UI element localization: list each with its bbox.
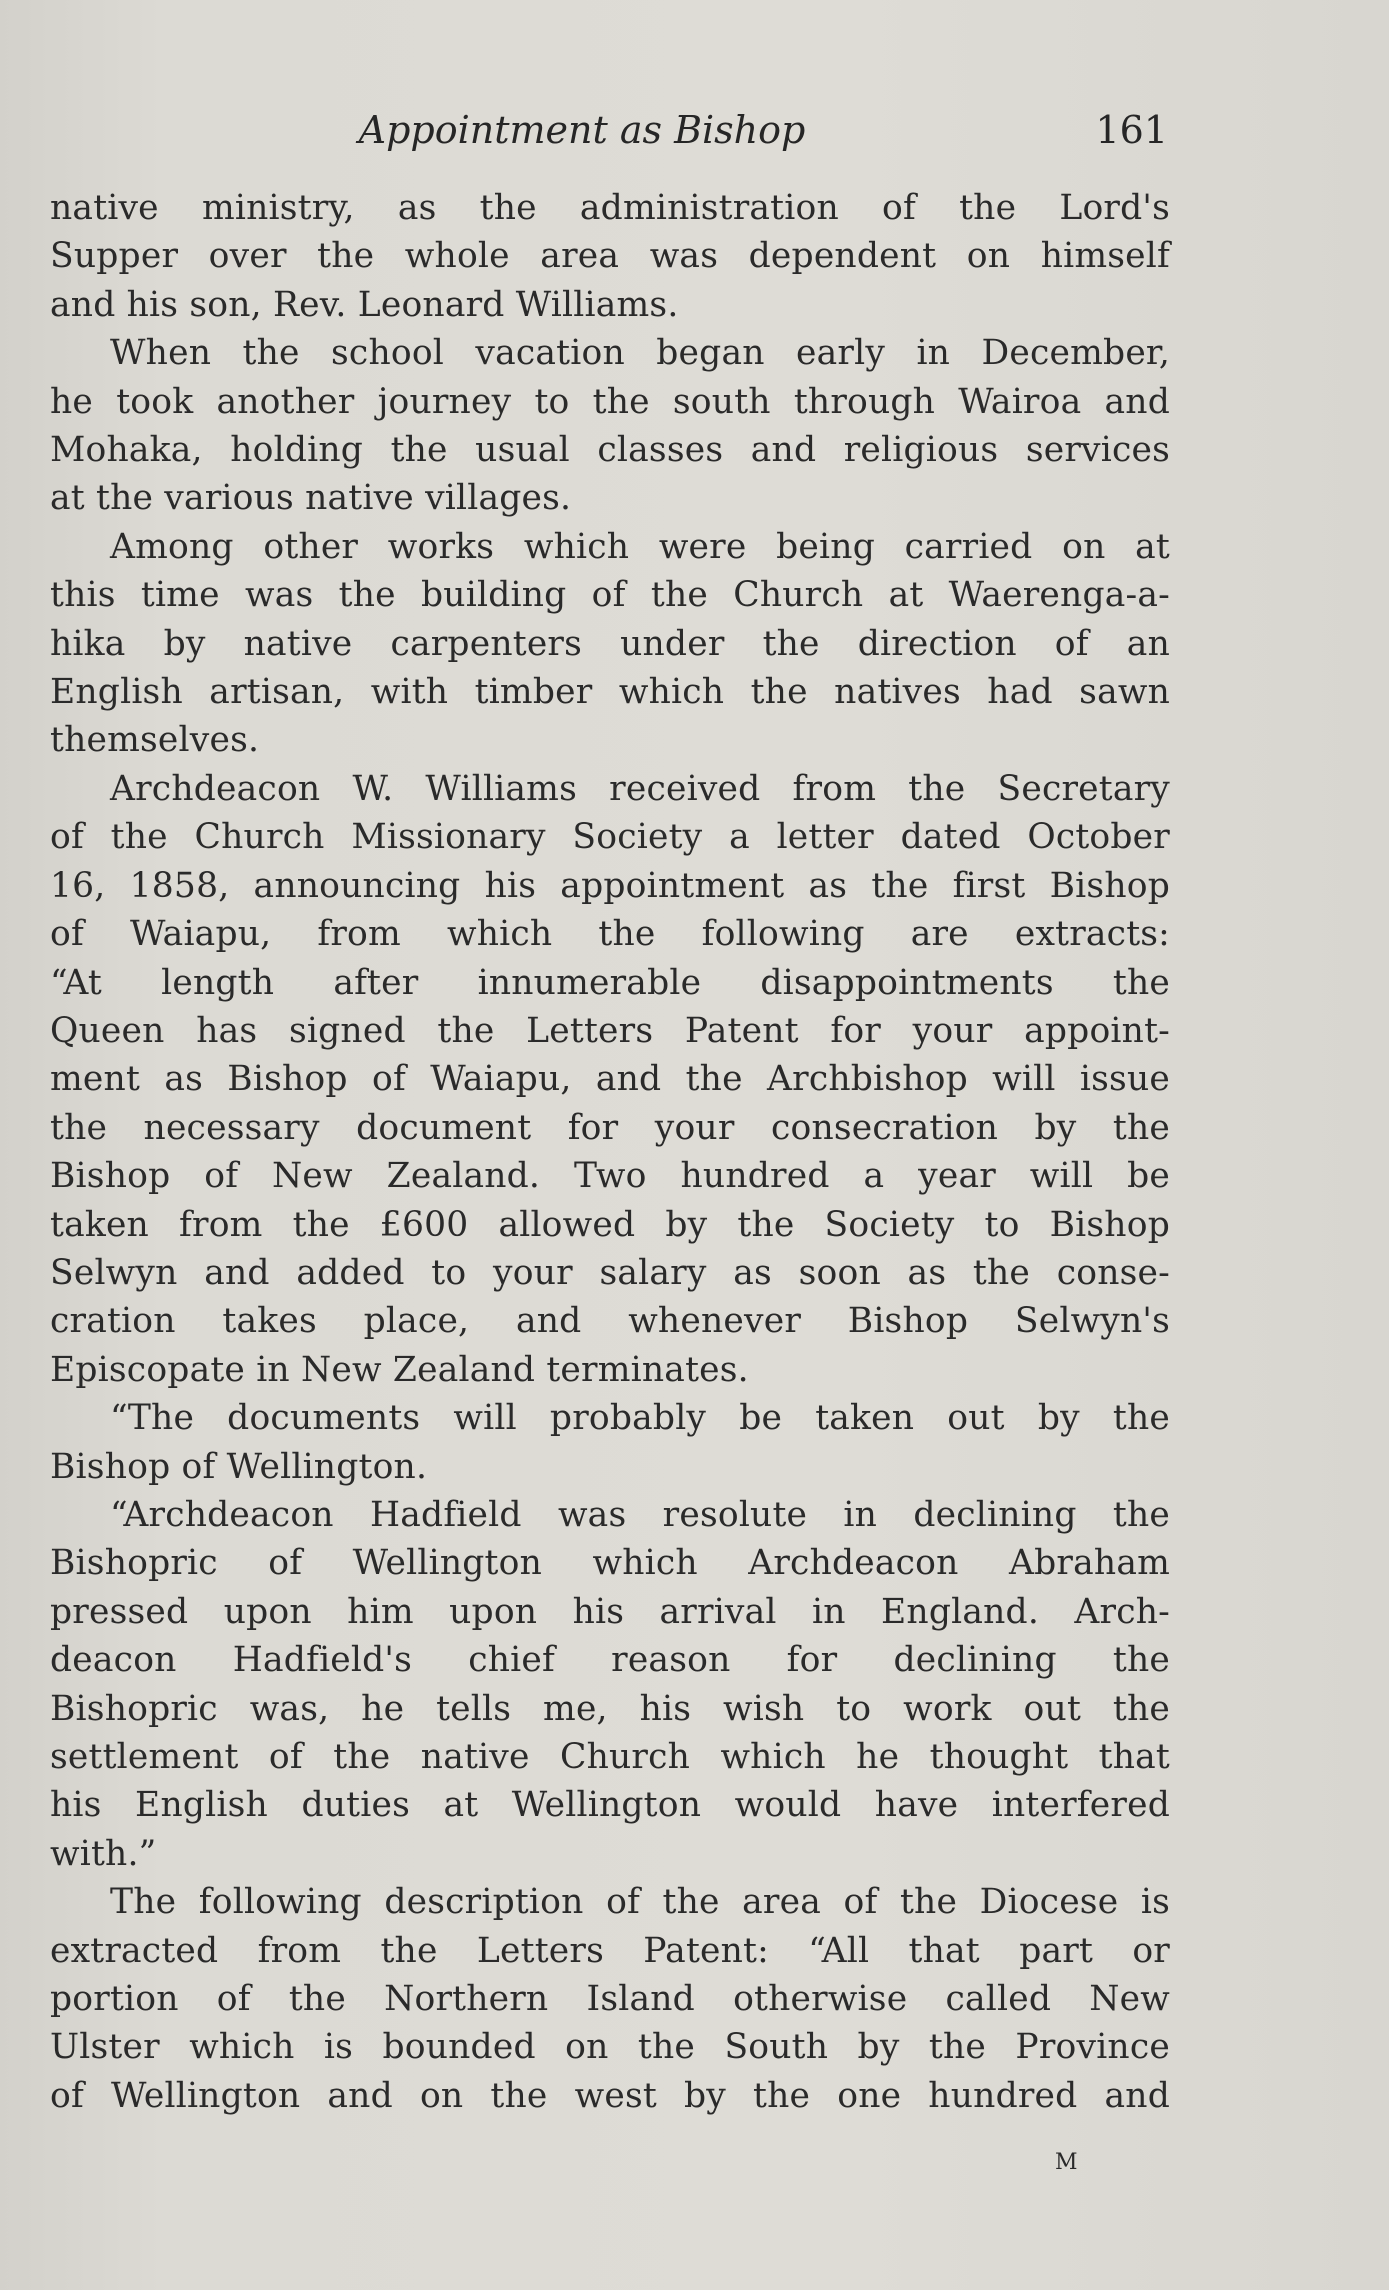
text-line: of Wellington and on the west by the one hundred and [50, 2075, 1170, 2116]
text-line: “Archdeacon Hadfield was resolute in declining the [110, 1494, 1170, 1535]
text-line: Episcopate in New Zealand terminates. [50, 1349, 749, 1390]
text-line: 16, 1858, announcing his appointment as the first Bishop [50, 865, 1170, 906]
text-line: with.” [50, 1833, 157, 1874]
text-line: The following description of the area of the Diocese is [110, 1882, 1170, 1923]
running-head [56, 100, 1168, 160]
running-title: Appointment as Bishop [358, 108, 806, 152]
text-line: “The documents will probably be taken out by the [110, 1398, 1170, 1439]
text-line: extracted from the Letters Patent: “All that part or [50, 1930, 1170, 1971]
text-line: Queen has signed the Letters Patent for your appoint- [50, 1010, 1170, 1051]
text-line: hika by native carpenters under the direction of an [50, 623, 1170, 664]
body-text [50, 184, 1170, 2120]
text-line: native ministry, as the administration of the Lord's [50, 188, 1170, 228]
text-line: Supper over the whole area was dependent on himself [50, 236, 1170, 277]
page-number: 161 [1095, 108, 1168, 152]
text-line: English artisan, with timber which the natives had sawn [50, 672, 1170, 713]
text-line: ment as Bishop of Waiapu, and the Archbishop will issue [50, 1059, 1170, 1100]
text-line: portion of the Northern Island otherwise called New [50, 1979, 1170, 2020]
text-line: of Waiapu, from which the following are extracts: [50, 914, 1170, 955]
text-line: Archdeacon W. Williams received from the Secretary [110, 768, 1170, 809]
text-line: Bishopric of Wellington which Archdeacon Abraham [50, 1543, 1170, 1584]
text-line: settlement of the native Church which he thought that [50, 1737, 1170, 1777]
text-line: taken from the £600 allowed by the Society to Bishop [50, 1204, 1170, 1245]
text-line: Among other works which were being carried on at [110, 526, 1170, 567]
text-line: Mohaka, holding the usual classes and religious services [50, 430, 1170, 471]
text-line: Bishop of Wellington. [50, 1446, 428, 1487]
text-line: and his son, Rev. Leonard Williams. [50, 284, 679, 325]
text-line: at the various native villages. [50, 478, 572, 519]
text-line: the necessary document for your consecration by the [50, 1107, 1170, 1148]
text-line: Ulster which is bounded on the South by the Province [50, 2027, 1170, 2068]
text-line: of the Church Missionary Society a letter dated October [50, 817, 1170, 858]
signature-mark: M [1055, 2150, 1079, 2175]
text-line: When the school vacation began early in December, [110, 333, 1170, 374]
text-line: pressed upon him upon his arrival in England. Arch- [50, 1591, 1170, 1632]
text-line: themselves. [50, 720, 260, 761]
text-line: Bishop of New Zealand. Two hundred a year will be [50, 1156, 1170, 1197]
text-line: he took another journey to the south through Wairoa and [50, 381, 1170, 422]
text-line: Bishopric was, he tells me, his wish to work out the [50, 1688, 1170, 1729]
text-line: “At length after innumerable disappointments the [50, 962, 1170, 1003]
text-line: deacon Hadfield's chief reason for declining the [50, 1640, 1170, 1681]
text-line: his English duties at Wellington would have interfered [50, 1785, 1170, 1826]
text-line: cration takes place, and whenever Bishop Selwyn's [50, 1301, 1170, 1342]
text-line: this time was the building of the Church at Waerenga-a- [50, 575, 1170, 616]
text-line: Selwyn and added to your salary as soon as the conse- [50, 1252, 1170, 1293]
